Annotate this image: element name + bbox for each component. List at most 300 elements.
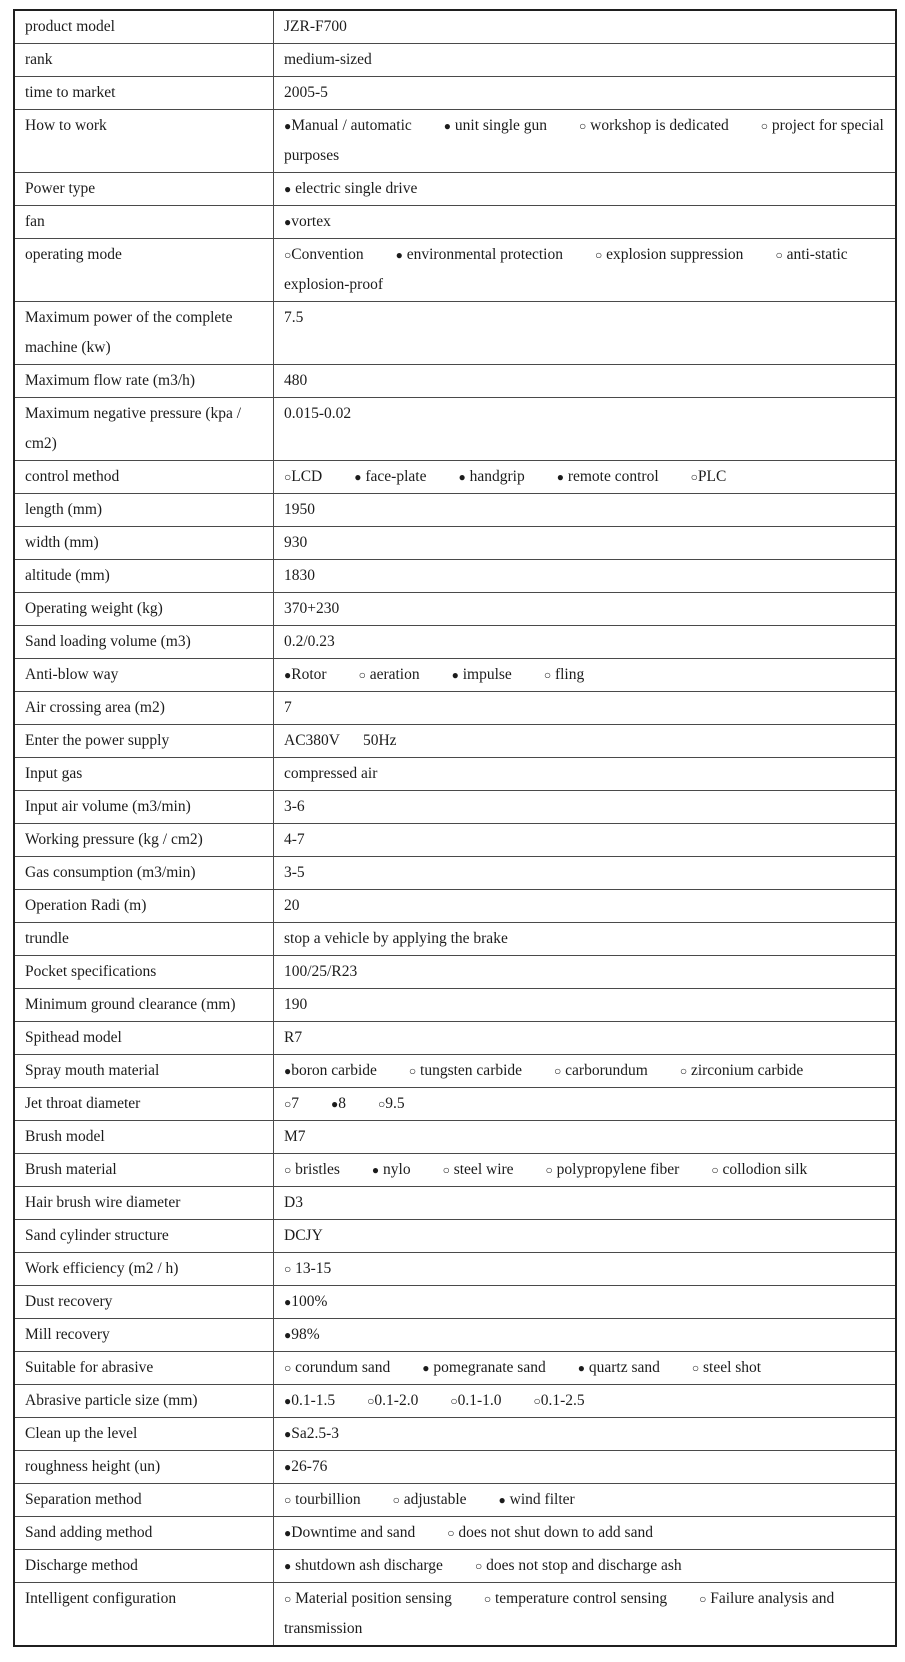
option-text: explosion suppression — [602, 246, 744, 263]
row-label: length (mm) — [14, 494, 274, 527]
table-row — [14, 1022, 896, 1055]
table-row — [14, 989, 896, 1022]
table-row — [14, 725, 896, 758]
selected-option-bullet-icon: ● — [284, 1328, 292, 1342]
unselected-option-bullet-icon: ○ — [483, 1592, 492, 1606]
row-label: Power type — [14, 173, 274, 206]
table-row — [14, 1253, 896, 1286]
option-text: 3-5 — [284, 864, 305, 881]
table-row — [14, 692, 896, 725]
row-label: Hair brush wire diameter — [14, 1187, 274, 1220]
option-item — [444, 117, 547, 134]
table-row — [14, 365, 896, 398]
option-item — [396, 246, 563, 263]
option-text: pomegranate sand — [429, 1359, 546, 1376]
table-row — [14, 206, 896, 239]
row-label: operating mode — [14, 239, 274, 302]
unselected-option-bullet-icon: ○ — [579, 119, 587, 133]
option-item — [284, 1260, 331, 1277]
option-text: Sa2.5-3 — [291, 1425, 340, 1442]
selected-option-bullet-icon: ● — [284, 668, 292, 682]
option-item — [284, 1458, 327, 1475]
option-text: nylo — [379, 1161, 411, 1178]
option-item — [692, 1359, 761, 1376]
unselected-option-bullet-icon: ○ — [760, 119, 769, 133]
value-text — [284, 831, 305, 848]
row-label: Sand adding method — [14, 1517, 274, 1550]
value-text — [284, 897, 300, 914]
table-row — [14, 659, 896, 692]
row-value — [274, 239, 897, 302]
option-text: electric single drive — [291, 180, 418, 197]
unselected-option-bullet-icon: ○ — [408, 1064, 417, 1078]
value-text — [284, 567, 315, 584]
option-text: 0.1-1.5 — [291, 1392, 336, 1409]
option-text: steel shot — [699, 1359, 762, 1376]
option-text: collodion silk — [718, 1161, 808, 1178]
row-value — [274, 110, 897, 173]
row-label: Gas consumption (m3/min) — [14, 857, 274, 890]
table-row — [14, 923, 896, 956]
selected-option-bullet-icon: ● — [284, 1394, 292, 1408]
table-row — [14, 956, 896, 989]
option-item — [284, 1326, 320, 1343]
option-text: wind filter — [505, 1491, 575, 1508]
option-item — [378, 1095, 405, 1112]
option-text: 9.5 — [385, 1095, 405, 1112]
unselected-option-bullet-icon: ○ — [367, 1394, 375, 1408]
row-label: Spithead model — [14, 1022, 274, 1055]
unselected-option-bullet-icon: ○ — [474, 1559, 483, 1573]
option-text: impulse — [458, 666, 512, 683]
unselected-option-bullet-icon: ○ — [284, 1097, 292, 1111]
row-value — [274, 527, 897, 560]
row-label: Working pressure (kg / cm2) — [14, 824, 274, 857]
row-label: width (mm) — [14, 527, 274, 560]
option-text: 7 — [291, 1095, 299, 1112]
option-item — [680, 1062, 803, 1079]
table-row — [14, 494, 896, 527]
option-item — [284, 1392, 335, 1409]
option-item — [284, 1293, 327, 1310]
option-item — [284, 180, 417, 197]
option-text: 26-76 — [291, 1458, 328, 1475]
selected-option-bullet-icon: ● — [577, 1361, 585, 1375]
table-row — [14, 1055, 896, 1088]
unselected-option-bullet-icon: ○ — [543, 668, 552, 682]
selected-option-bullet-icon: ● — [458, 470, 466, 484]
option-text: 0.1-1.0 — [457, 1392, 502, 1409]
option-text: 0.2/0.23 — [284, 633, 335, 650]
table-row — [14, 44, 896, 77]
option-text: quartz sand — [584, 1359, 660, 1376]
option-text: aeration — [365, 666, 420, 683]
option-item — [354, 468, 426, 485]
option-text: 0.1-2.5 — [540, 1392, 585, 1409]
option-text: 13-15 — [291, 1260, 332, 1277]
option-item — [554, 1062, 648, 1079]
option-item — [284, 1557, 443, 1574]
row-value — [274, 461, 897, 494]
option-text: stop a vehicle by applying the brake — [284, 930, 508, 947]
unselected-option-bullet-icon: ○ — [284, 1163, 292, 1177]
row-value — [274, 725, 897, 758]
option-text: R7 — [284, 1029, 303, 1046]
option-text: LCD — [291, 468, 323, 485]
table-row — [14, 1154, 896, 1187]
row-value — [274, 1187, 897, 1220]
row-value — [274, 1220, 897, 1253]
option-item — [557, 468, 659, 485]
selected-option-bullet-icon: ● — [331, 1097, 339, 1111]
selected-option-bullet-icon: ● — [284, 1427, 292, 1441]
row-label: time to market — [14, 77, 274, 110]
option-item — [443, 1161, 514, 1178]
selected-option-bullet-icon: ● — [422, 1361, 430, 1375]
option-item — [359, 666, 420, 683]
option-item — [711, 1161, 807, 1178]
value-text — [284, 765, 377, 782]
row-label: fan — [14, 206, 274, 239]
unselected-option-bullet-icon: ○ — [545, 1163, 553, 1177]
row-value — [274, 923, 897, 956]
unselected-option-bullet-icon: ○ — [533, 1394, 541, 1408]
option-text: 0.015-0.02 — [284, 405, 352, 422]
value-text — [284, 963, 357, 980]
option-item — [579, 117, 729, 134]
selected-option-bullet-icon: ● — [284, 1526, 292, 1540]
row-value — [274, 1451, 897, 1484]
row-label: Sand loading volume (m3) — [14, 626, 274, 659]
option-item — [331, 1095, 346, 1112]
option-item — [534, 1392, 585, 1409]
value-text — [284, 633, 335, 650]
row-label: Input gas — [14, 758, 274, 791]
table-row — [14, 1484, 896, 1517]
spec-table-body — [14, 10, 896, 1646]
unselected-option-bullet-icon: ○ — [284, 1592, 292, 1606]
value-text — [284, 930, 508, 947]
selected-option-bullet-icon: ● — [371, 1163, 380, 1177]
option-text: 8 — [338, 1095, 346, 1112]
row-label: roughness height (un) — [14, 1451, 274, 1484]
row-label: Anti-blow way — [14, 659, 274, 692]
table-row — [14, 1319, 896, 1352]
table-row — [14, 560, 896, 593]
option-text: face-plate — [361, 468, 427, 485]
option-text: zirconium carbide — [687, 1062, 804, 1079]
option-item — [546, 1161, 680, 1178]
option-item — [284, 1425, 339, 1442]
row-value — [274, 1088, 897, 1121]
selected-option-bullet-icon: ● — [284, 1460, 292, 1474]
row-value — [274, 1385, 897, 1418]
option-item — [595, 246, 743, 263]
option-text: does not stop and discharge ash — [482, 1557, 682, 1574]
row-value — [274, 1286, 897, 1319]
value-text — [284, 1194, 303, 1211]
row-value — [274, 77, 897, 110]
row-value — [274, 857, 897, 890]
row-value — [274, 1583, 897, 1647]
row-label: Pocket specifications — [14, 956, 274, 989]
option-text: unit single gun — [451, 117, 548, 134]
option-text: fling — [551, 666, 585, 683]
row-label: Suitable for abrasive — [14, 1352, 274, 1385]
option-text: carborundum — [561, 1062, 648, 1079]
value-text — [284, 1227, 323, 1244]
unselected-option-bullet-icon: ○ — [358, 668, 366, 682]
option-text: bristles — [291, 1161, 340, 1178]
row-value — [274, 659, 897, 692]
unselected-option-bullet-icon: ○ — [392, 1493, 400, 1507]
option-text: 4-7 — [284, 831, 305, 848]
unselected-option-bullet-icon: ○ — [691, 1361, 700, 1375]
option-text: 7 — [284, 699, 292, 716]
row-value — [274, 302, 897, 365]
option-text: project for special purposes — [284, 117, 888, 164]
option-text: adjustable — [399, 1491, 467, 1508]
row-label: Abrasive particle size (mm) — [14, 1385, 274, 1418]
unselected-option-bullet-icon: ○ — [679, 1064, 688, 1078]
row-value — [274, 1418, 897, 1451]
row-value — [274, 1319, 897, 1352]
row-label: product model — [14, 10, 274, 44]
option-item — [484, 1590, 667, 1607]
option-item — [284, 1095, 299, 1112]
option-item — [475, 1557, 682, 1574]
selected-option-bullet-icon: ● — [284, 1559, 292, 1573]
option-text: remote control — [563, 468, 659, 485]
row-label: Maximum power of the complete machine (kw) — [14, 302, 274, 365]
row-value — [274, 1517, 897, 1550]
option-text: 2005-5 — [284, 84, 328, 101]
table-row — [14, 890, 896, 923]
row-label: Maximum flow rate (m3/h) — [14, 365, 274, 398]
option-text: temperature control sensing — [491, 1590, 668, 1607]
option-text: AC380V 50Hz — [284, 732, 397, 749]
option-text: 100% — [291, 1293, 328, 1310]
option-item — [447, 1524, 653, 1541]
option-item — [284, 213, 331, 230]
row-value — [274, 758, 897, 791]
value-text — [284, 84, 328, 101]
value-text — [284, 864, 305, 881]
option-text: environmental protection — [402, 246, 563, 263]
option-text: tourbillion — [291, 1491, 361, 1508]
selected-option-bullet-icon: ● — [284, 119, 292, 133]
option-text: corundum sand — [291, 1359, 391, 1376]
option-item — [284, 1062, 377, 1079]
option-text: JZR-F700 — [284, 18, 347, 35]
option-text: 98% — [291, 1326, 320, 1343]
option-text: boron carbide — [291, 1062, 377, 1079]
row-label: trundle — [14, 923, 274, 956]
row-value — [274, 890, 897, 923]
row-label: Air crossing area (m2) — [14, 692, 274, 725]
option-item — [284, 666, 327, 683]
option-text: 370+230 — [284, 600, 340, 617]
option-text: PLC — [697, 468, 727, 485]
row-value — [274, 1484, 897, 1517]
table-row — [14, 173, 896, 206]
row-label: Operating weight (kg) — [14, 593, 274, 626]
option-text: M7 — [284, 1128, 306, 1145]
value-text — [284, 372, 307, 389]
row-label: rank — [14, 44, 274, 77]
option-item — [499, 1491, 575, 1508]
option-text: 7.5 — [284, 309, 304, 326]
row-label: Enter the power supply — [14, 725, 274, 758]
option-text: 930 — [284, 534, 308, 551]
table-row — [14, 77, 896, 110]
option-text: Manual / automatic — [291, 117, 412, 134]
table-row — [14, 1352, 896, 1385]
option-item — [422, 1359, 545, 1376]
option-text: D3 — [284, 1194, 303, 1211]
option-item — [372, 1161, 411, 1178]
selected-option-bullet-icon: ● — [556, 470, 564, 484]
table-row — [14, 758, 896, 791]
value-text — [284, 732, 397, 749]
row-label: Intelligent configuration — [14, 1583, 274, 1647]
unselected-option-bullet-icon: ○ — [690, 470, 698, 484]
row-value — [274, 560, 897, 593]
row-label: altitude (mm) — [14, 560, 274, 593]
option-item — [393, 1491, 467, 1508]
table-row — [14, 1385, 896, 1418]
option-item — [284, 468, 322, 485]
table-row — [14, 110, 896, 173]
row-value — [274, 989, 897, 1022]
unselected-option-bullet-icon: ○ — [775, 248, 783, 262]
row-label: How to work — [14, 110, 274, 173]
row-label: Mill recovery — [14, 1319, 274, 1352]
option-text: Downtime and sand — [291, 1524, 416, 1541]
row-value — [274, 1022, 897, 1055]
row-label: Jet throat diameter — [14, 1088, 274, 1121]
option-item — [284, 1524, 415, 1541]
table-row — [14, 791, 896, 824]
option-text: shutdown ash discharge — [291, 1557, 443, 1574]
value-text — [284, 699, 292, 716]
table-row — [14, 1451, 896, 1484]
row-value — [274, 956, 897, 989]
selected-option-bullet-icon: ● — [451, 668, 459, 682]
row-label: Maximum negative pressure (kpa / cm2) — [14, 398, 274, 461]
row-value — [274, 1352, 897, 1385]
unselected-option-bullet-icon: ○ — [699, 1592, 707, 1606]
row-value — [274, 1550, 897, 1583]
option-text: 1950 — [284, 501, 315, 518]
value-text — [284, 1029, 302, 1046]
row-label: Input air volume (m3/min) — [14, 791, 274, 824]
table-row — [14, 593, 896, 626]
option-item — [578, 1359, 660, 1376]
value-text — [284, 501, 315, 518]
unselected-option-bullet-icon: ○ — [284, 1493, 292, 1507]
table-row — [14, 1121, 896, 1154]
row-label: Brush model — [14, 1121, 274, 1154]
selected-option-bullet-icon: ● — [284, 215, 292, 229]
row-value — [274, 494, 897, 527]
row-label: Operation Radi (m) — [14, 890, 274, 923]
option-item — [367, 1392, 418, 1409]
unselected-option-bullet-icon: ○ — [284, 248, 292, 262]
option-text: compressed air — [284, 765, 378, 782]
row-label: Work efficiency (m2 / h) — [14, 1253, 274, 1286]
row-value — [274, 44, 897, 77]
table-row — [14, 1550, 896, 1583]
table-row — [14, 461, 896, 494]
row-value — [274, 398, 897, 461]
row-label: Discharge method — [14, 1550, 274, 1583]
unselected-option-bullet-icon: ○ — [284, 470, 292, 484]
value-text — [284, 309, 303, 326]
option-text: Rotor — [291, 666, 327, 683]
selected-option-bullet-icon: ● — [498, 1493, 506, 1507]
table-row — [14, 626, 896, 659]
unselected-option-bullet-icon: ○ — [711, 1163, 719, 1177]
option-text: 3-6 — [284, 798, 305, 815]
row-value — [274, 791, 897, 824]
option-text: vortex — [291, 213, 331, 230]
option-item — [691, 468, 727, 485]
option-item — [450, 1392, 501, 1409]
row-value — [274, 1253, 897, 1286]
row-label: Brush material — [14, 1154, 274, 1187]
option-text: medium-sized — [284, 51, 372, 68]
row-label: Spray mouth material — [14, 1055, 274, 1088]
selected-option-bullet-icon: ● — [443, 119, 452, 133]
selected-option-bullet-icon: ● — [354, 470, 362, 484]
option-text: tungsten carbide — [416, 1062, 523, 1079]
row-value — [274, 206, 897, 239]
option-item — [284, 246, 364, 263]
row-value — [274, 1121, 897, 1154]
option-item — [284, 1491, 361, 1508]
option-text: anti-static explosion-proof — [284, 246, 852, 293]
option-item — [284, 246, 852, 293]
option-item — [452, 666, 512, 683]
unselected-option-bullet-icon: ○ — [594, 248, 603, 262]
row-label: Sand cylinder structure — [14, 1220, 274, 1253]
unselected-option-bullet-icon: ○ — [554, 1064, 562, 1078]
value-text — [284, 534, 307, 551]
selected-option-bullet-icon: ● — [284, 1064, 292, 1078]
option-text: workshop is dedicated — [586, 117, 729, 134]
selected-option-bullet-icon: ● — [395, 248, 403, 262]
table-row — [14, 302, 896, 365]
option-item — [284, 1359, 390, 1376]
option-item — [458, 468, 524, 485]
row-label: Clean up the level — [14, 1418, 274, 1451]
option-text: 480 — [284, 372, 308, 389]
option-text: 0.1-2.0 — [374, 1392, 419, 1409]
table-row — [14, 527, 896, 560]
option-item — [284, 1161, 340, 1178]
row-value — [274, 593, 897, 626]
option-text: Convention — [291, 246, 364, 263]
table-row — [14, 239, 896, 302]
option-item — [409, 1062, 522, 1079]
table-row — [14, 1286, 896, 1319]
option-text: Failure analysis and transmission — [284, 1590, 839, 1637]
option-item — [284, 117, 412, 134]
option-text: steel wire — [449, 1161, 514, 1178]
value-text — [284, 18, 347, 35]
row-value — [274, 1055, 897, 1088]
